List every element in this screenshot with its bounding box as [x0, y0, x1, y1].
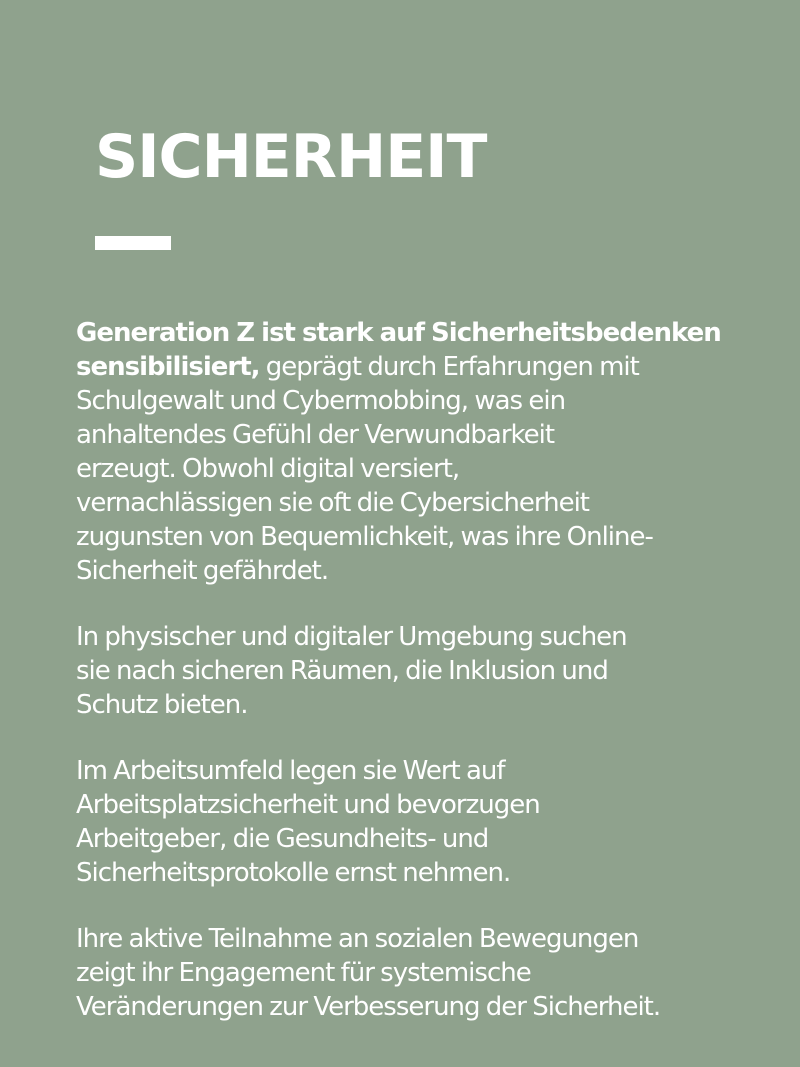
bold-text: sensibilisiert,: [76, 352, 260, 382]
text-line: Ihre aktive Teilnahme an sozialen Bewegungen: [76, 924, 639, 954]
page-title: SICHERHEIT: [95, 122, 487, 192]
text-line: sie nach sicheren Räumen, die Inklusion und: [76, 656, 608, 686]
text-line: Sicherheit gefährdet.: [76, 556, 329, 586]
paragraph-spaces: [76, 620, 776, 722]
text-line: In physischer und digitaler Umgebung suchen: [76, 622, 627, 652]
text-line: zeigt ihr Engagement für systemische: [76, 958, 531, 988]
paragraph-movements: [76, 922, 776, 1024]
text-line: Schutz bieten.: [76, 690, 248, 720]
text-line: [76, 350, 776, 384]
text-line: zugunsten von Bequemlichkeit, was ihre Online-: [76, 522, 653, 552]
title-underline: [95, 236, 171, 250]
text-line: Arbeitgeber, die Gesundheits- und: [76, 824, 489, 854]
text-line: erzeugt. Obwohl digital versiert,: [76, 454, 460, 484]
text-line: anhaltendes Gefühl der Verwundbarkeit: [76, 420, 555, 450]
text-line: Arbeitsplatzsicherheit und bevorzugen: [76, 790, 540, 820]
text-line: Schulgewalt und Cybermobbing, was ein: [76, 386, 566, 416]
bold-text: Generation Z ist stark auf Sicherheitsbedenken: [76, 318, 721, 348]
text-line: Sicherheitsprotokolle ernst nehmen.: [76, 858, 511, 888]
text-line: [76, 316, 776, 350]
text-line: Im Arbeitsumfeld legen sie Wert auf: [76, 756, 505, 786]
text-line: vernachlässigen sie oft die Cybersicherheit: [76, 488, 589, 518]
text-line: Veränderungen zur Verbesserung der Sicherheit.: [76, 992, 661, 1022]
paragraph-workplace: [76, 754, 776, 890]
paragraph-intro: [76, 316, 776, 588]
body-text: [76, 316, 776, 1056]
text-segment: geprägt durch Erfahrungen mit: [259, 352, 639, 382]
